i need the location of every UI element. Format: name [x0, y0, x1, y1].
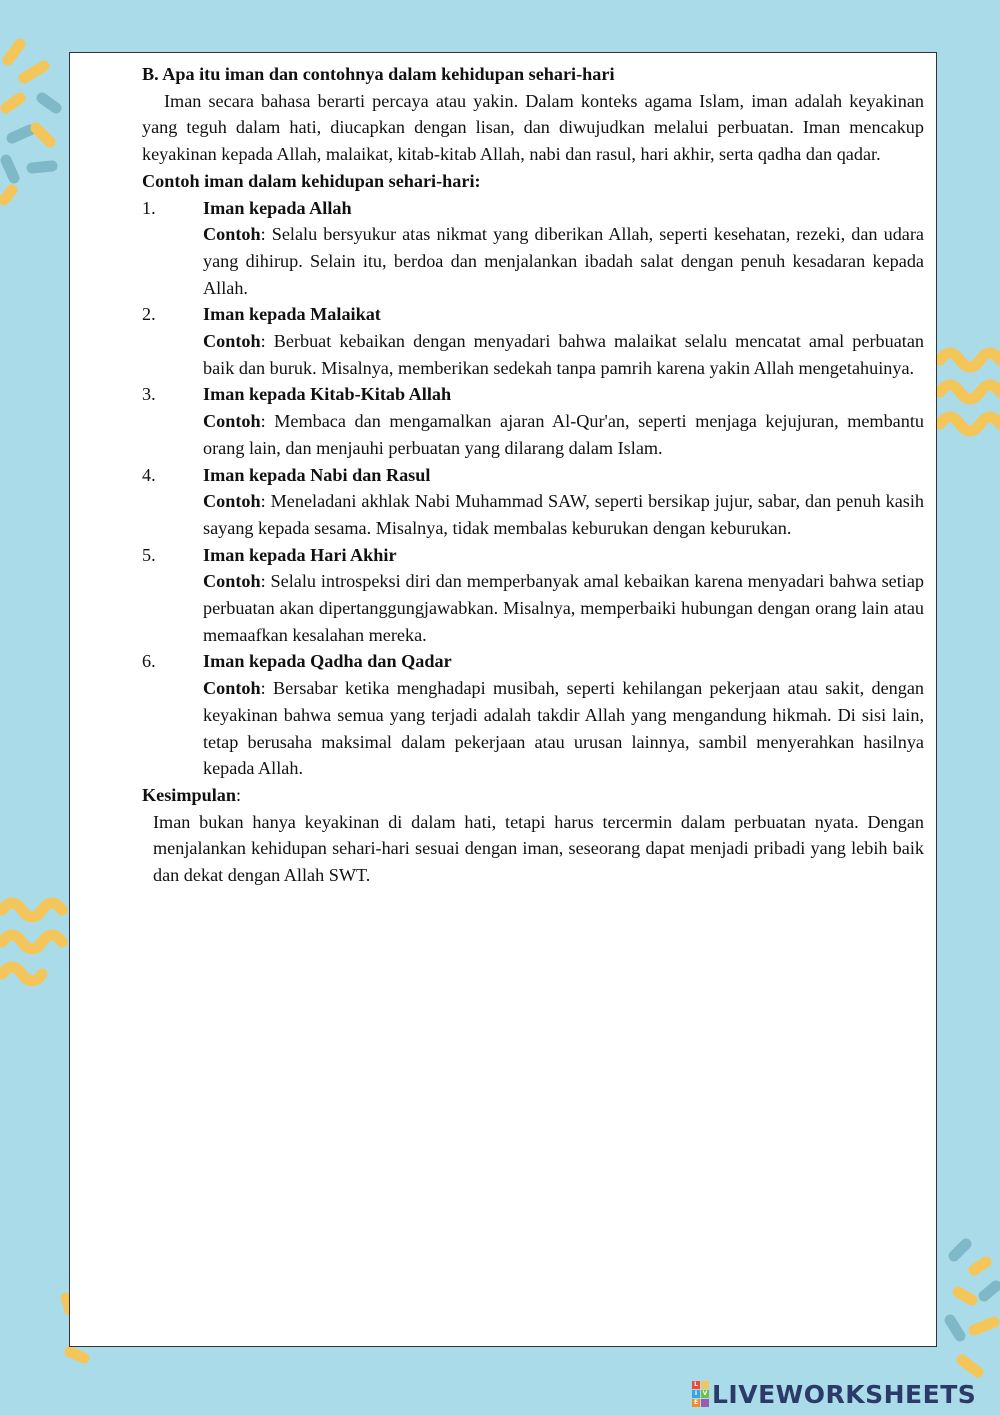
example-number: 2.	[142, 304, 156, 325]
example-title: Iman kepada Allah	[203, 197, 352, 218]
example-body	[203, 328, 924, 381]
logo-letter: I	[692, 1390, 700, 1398]
conclusion-heading	[142, 782, 924, 809]
examples-list	[142, 195, 924, 782]
conclusion-colon: :	[236, 784, 242, 805]
section-title: B. Apa itu iman dan contohnya dalam kehidupan sehari-hari	[142, 64, 615, 84]
example-text: : Berbuat kebaikan dengan menyadari bahwa malaikat selalu mencatat amal perbuatan baik dan buruk. Misalnya, memberikan sedekah tanpa pamrih karena yakin Allah mengetahuinya.	[203, 331, 924, 378]
example-label: Contoh	[203, 678, 261, 699]
liveworksheets-logo[interactable]	[692, 1377, 976, 1411]
example-title: Iman kepada Nabi dan Rasul	[203, 464, 431, 485]
example-label: Contoh	[203, 331, 261, 352]
example-text: : Membaca dan mengamalkan ajaran Al-Qur'an, seperti menjaga kejujuran, membantu orang lain, dan menjauhi perbuatan yang dilarang dalam Islam.	[203, 411, 924, 458]
example-label: Contoh	[203, 224, 261, 245]
logo-icon	[692, 1381, 709, 1407]
example-item	[142, 301, 924, 381]
worksheet-page	[69, 52, 937, 1347]
example-body	[203, 568, 924, 648]
worksheet-content	[142, 61, 924, 889]
intro-paragraph: Iman secara bahasa berarti percaya atau yakin. Dalam konteks agama Islam, iman adalah keyakinan yang teguh dalam hati, diucapkan dengan lisan, dan diwujudkan melalui perbuatan. Iman mencakup keyakinan kepada Allah, malaikat, kitab-kitab Allah, nabi dan rasul, hari akhir, serta qadha dan qadar.	[142, 90, 924, 165]
example-body	[203, 408, 924, 461]
example-label: Contoh	[203, 571, 261, 592]
example-item	[142, 648, 924, 782]
example-title: Iman kepada Hari Akhir	[203, 544, 397, 565]
example-number: 3.	[142, 384, 156, 405]
example-item	[142, 462, 924, 542]
logo-letter: L	[692, 1381, 700, 1389]
logo-letter: E	[693, 1399, 699, 1406]
example-number: 6.	[142, 651, 156, 672]
example-label: Contoh	[203, 411, 261, 432]
logo-text: LIVEWORKSHEETS	[712, 1379, 977, 1409]
example-body	[203, 221, 924, 301]
example-item	[142, 195, 924, 302]
logo-letter-blank	[701, 1399, 709, 1407]
logo-letter: V	[702, 1390, 708, 1397]
example-text: : Selalu bersyukur atas nikmat yang diberikan Allah, seperti kesehatan, rezeki, dan udara yang dihirup. Selain itu, berdoa dan menjalankan ibadah salat dengan penuh kesadaran kepada Allah.	[203, 224, 924, 298]
example-text: : Bersabar ketika menghadapi musibah, seperti kehilangan pekerjaan atau sakit, dengan keyakinan bahwa semua yang terjadi adalah takdir Allah yang mengandung hikmah. Di sisi lain, tetap berusaha maksimal dalam pekerjaan atau urusan lainnya, sambil menyerahkan hasilnya kepada Allah.	[203, 678, 924, 779]
example-number: 1.	[142, 197, 156, 218]
conclusion-text: Iman bukan hanya keyakinan di dalam hati, tetapi harus tercermin dalam perbuatan nyata. Dengan menjalankan kehidupan sehari-hari sesuai dengan iman, seseorang dapat menjadi pribadi yang lebih baik dan dekat dengan Allah SWT.	[153, 811, 924, 886]
conclusion-label: Kesimpulan	[142, 784, 236, 805]
example-body	[203, 675, 924, 782]
example-title: Iman kepada Kitab-Kitab Allah	[203, 384, 452, 405]
example-number: 5.	[142, 544, 156, 565]
example-number: 4.	[142, 464, 156, 485]
example-text: : Selalu introspeksi diri dan memperbanyak amal kebaikan karena menyadari bahwa setiap perbuatan akan dipertanggungjawabkan. Misalnya, memperbaiki hubungan dengan orang lain atau memaafkan kesalahan mereka.	[203, 571, 924, 645]
examples-heading: Contoh iman dalam kehidupan sehari-hari:	[142, 170, 481, 191]
logo-letter-blank	[701, 1381, 709, 1389]
example-title: Iman kepada Malaikat	[203, 304, 381, 325]
example-label: Contoh	[203, 491, 261, 512]
example-title: Iman kepada Qadha dan Qadar	[203, 651, 452, 672]
example-item	[142, 381, 924, 461]
example-item	[142, 542, 924, 649]
example-body	[203, 488, 924, 541]
example-text: : Meneladani akhlak Nabi Muhammad SAW, seperti bersikap jujur, sabar, dan penuh kasih sayang kepada sesama. Misalnya, tidak membalas keburukan dengan keburukan.	[203, 491, 924, 538]
